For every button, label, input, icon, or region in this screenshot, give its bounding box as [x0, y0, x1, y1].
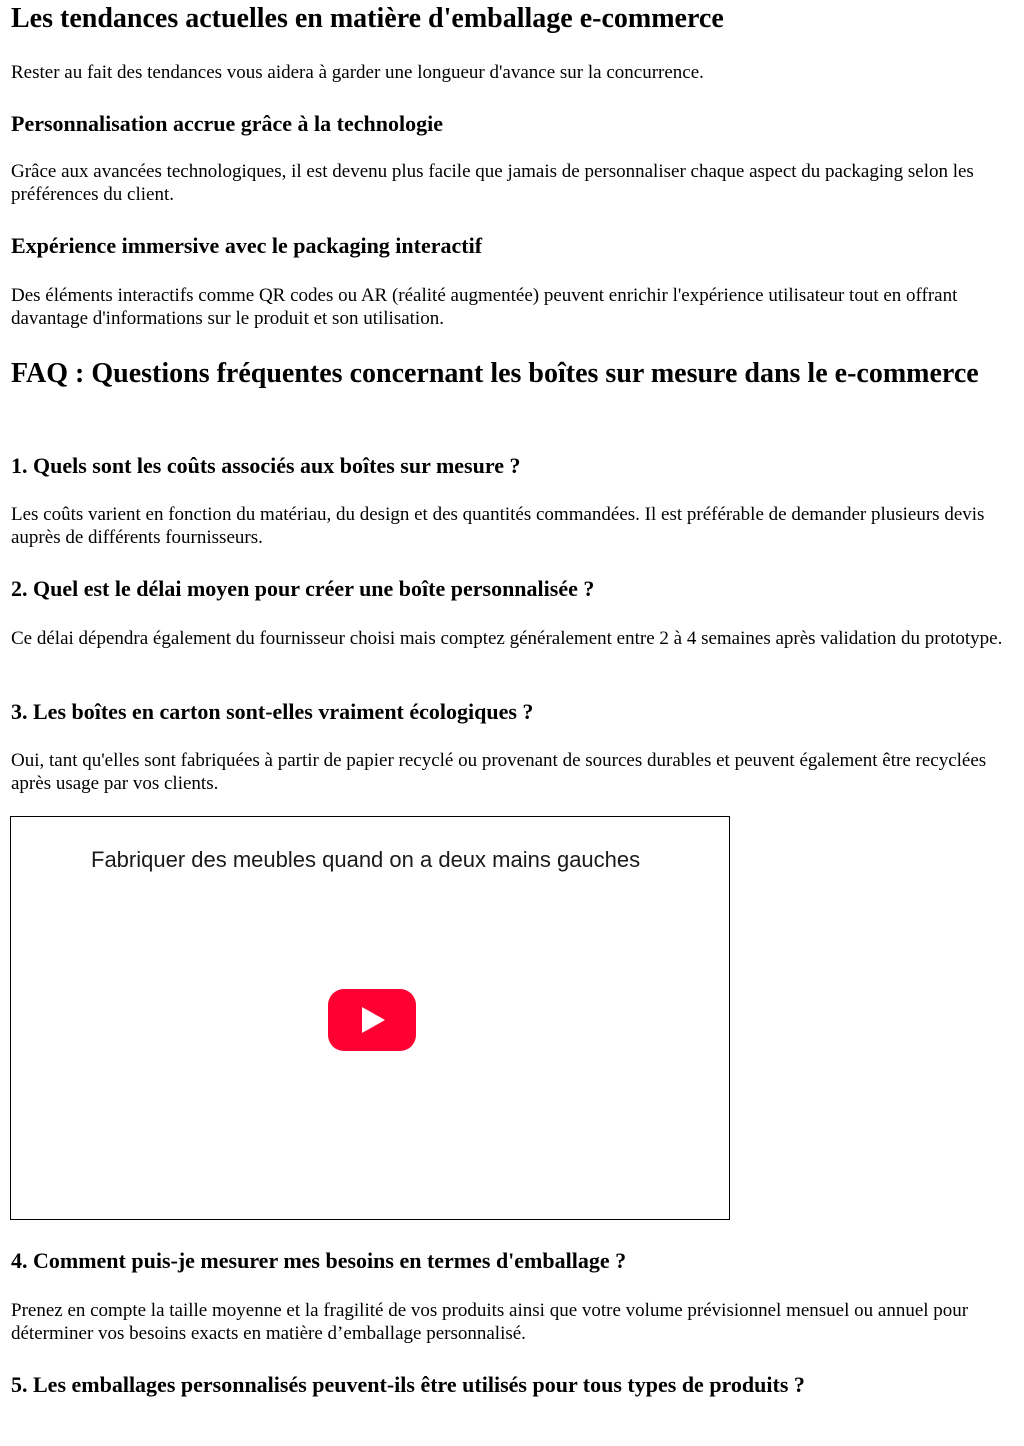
faq-heading: FAQ : Questions fréquentes concernant les boîtes sur mesure dans le e-commerce — [11, 358, 979, 389]
faq-answer: Les coûts varient en fonction du matériau, du design et des quantités commandées. Il est préférable de demander plusieurs devis auprès de différents fournisseurs. — [11, 504, 985, 548]
trends-intro: Rester au fait des tendances vous aidera à garder une longueur d'avance sur la concurrence. — [11, 62, 704, 83]
immersive-text: Des éléments interactifs comme QR codes ou AR (réalité augmentée) peuvent enrichir l'expérience utilisateur tout en offrant davantage d'informations sur le produit et son utilisation. — [11, 285, 958, 329]
video-embed[interactable] — [10, 816, 730, 1220]
video-title[interactable]: Fabriquer des meubles quand on a deux mains gauches — [91, 847, 641, 872]
faq-answer: Ce délai dépendra également du fournisseur choisi mais comptez généralement entre 2 à 4 semaines après validation du prototype. — [11, 628, 1003, 649]
personalization-text: Grâce aux avancées technologiques, il est devenu plus facile que jamais de personnaliser chaque aspect du packaging selon les préférences du client. — [11, 161, 974, 205]
faq-answer: Prenez en compte la taille moyenne et la fragilité de vos produits ainsi que votre volume prévisionnel mensuel ou annuel pour déterminer vos besoins exacts en matière d’emballage personnalisé. — [11, 1300, 969, 1344]
faq-question: 2. Quel est le délai moyen pour créer une boîte personnalisée ? — [11, 576, 595, 601]
faq-question: 3. Les boîtes en carton sont-elles vraiment écologiques ? — [11, 699, 534, 724]
faq-answer: Oui, tant qu'elles sont fabriquées à partir de papier recyclé ou provenant de sources durables et peuvent également être recyclées après usage par vos clients. — [11, 750, 987, 794]
youtube-play-icon[interactable] — [328, 989, 416, 1051]
faq-question: 4. Comment puis-je mesurer mes besoins en termes d'emballage ? — [11, 1248, 627, 1273]
faq-question: 1. Quels sont les coûts associés aux boîtes sur mesure ? — [11, 453, 521, 478]
immersive-heading: Expérience immersive avec le packaging interactif — [11, 233, 483, 258]
personalization-heading: Personnalisation accrue grâce à la technologie — [11, 111, 443, 136]
trends-heading: Les tendances actuelles en matière d'emballage e-commerce — [11, 3, 724, 34]
faq-question: 5. Les emballages personnalisés peuvent-ils être utilisés pour tous types de produits ? — [11, 1372, 805, 1397]
